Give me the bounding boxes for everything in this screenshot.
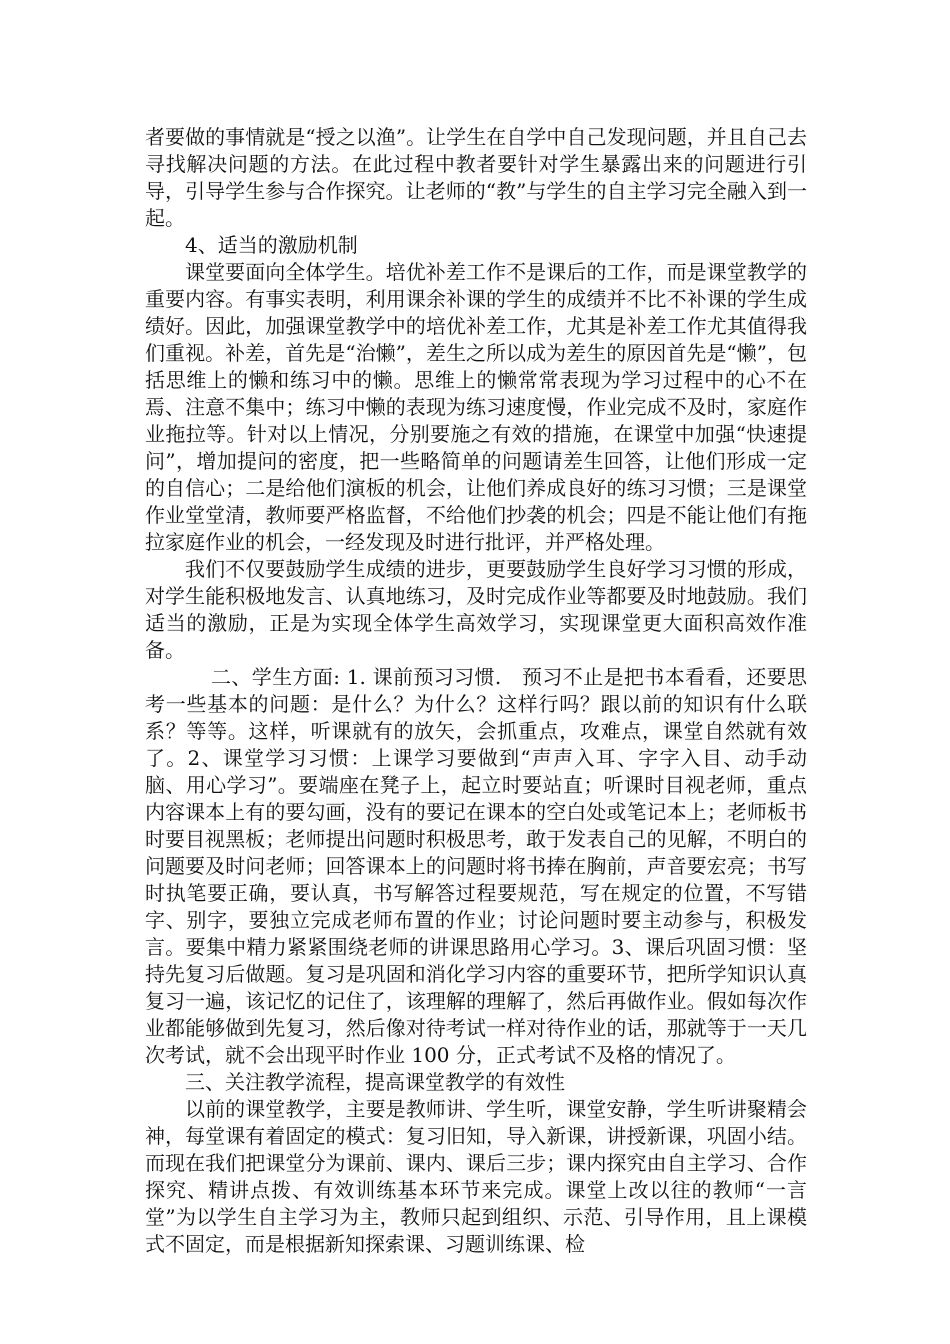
section-heading-incentive: 4、适当的激励机制 [185, 233, 358, 257]
paragraph-student-habits: 二、学生方面: 1. 课前预习习惯. 预习不止是把书本看看，还要思考一些基本的问题：是什么？为什么？这样行吗？跟以前的知识有什么联系？等等。这样，听课就有的放矢，会抓重点，攻难点，课堂自然就有效了。2、课堂学习习惯：上课学习要做到“声声入耳、字字入目、动手动脑、用心学习”。要端座在凳子上，起立时要站直；听课时目视老师，重点内容课本上有的要勾画，没有的要记在课本的空白处或笔记本上；老师板书时要目视黑板；老师提出问题时积极思考，敢于发表自己的见解，不明白的问题要及时问老师；回答课本上的问题时将书捧在胸前，声音要宏亮；书写时执笔要正确，要认真，书写解答过程要规范，写在规定的位置，不写错字、别字，要独立完成老师布置的作业；讨论问题时要主动参与，积极发言。要集中精力紧紧围绕老师的讲课思路用心学习。3、课后巩固习惯：坚持先复习后做题。复习是巩固和消化学习内容的重要环节，把所学知识认真复习一遍，该记忆的记住了，该理解的理解了，然后再做作业。假如每次作业都能够做到先复习，然后像对待考试一样对待作业的话，那就等于一天几次考试，就不会出现平时作业 100 分，正式考试不及格的情况了。 [145, 665, 807, 1067]
paragraph-encouragement: 我们不仅要鼓励学生成绩的进步，更要鼓励学生良好学习习惯的形成，对学生能积极地发言、认真地练习，及时完成作业等都要及时地鼓励。我们适当的激励，正是为实现全体学生高效学习，实现课堂更大面积高效作准备。 [145, 557, 807, 662]
paragraph-teaching-flow: 以前的课堂教学，主要是教师讲、学生听，课堂安静，学生听讲聚精会神，每堂课有着固定的模式：复习旧知，导入新课，讲授新课，巩固小结。而现在我们把课堂分为课前、课内、课后三步；课内探究由自主学习、合作探究、精讲点拨、有效训练基本环节来完成。课堂上改以往的教师“一言堂”为以学生自主学习为主，教师只起到组织、示范、引导作用，且上课模式不固定，而是根据新知探索课、习题训练课、检 [145, 1097, 807, 1256]
paragraph-incentive: 课堂要面向全体学生。培优补差工作不是课后的工作，而是课堂教学的重要内容。有事实表明，利用课余补课的学生的成绩并不比不补课的学生成绩好。因此，加强课堂教学中的培优补差工作，尤其是补差工作尤其值得我们重视。补差，首先是“治懒”，差生之所以成为差生的原因首先是“懒”，包括思维上的懒和练习中的懒。思维上的懒常常表现为学习过程中的心不在焉、注意不集中；练习中懒的表现为练习速度慢，作业完成不及时，家庭作业拖拉等。针对以上情况，分别要施之有效的措施，在课堂中加强“快速提问”，增加提问的密度，把一些略简单的问题请差生回答，让他们形成一定的自信心；二是给他们演板的机会，让他们养成良好的练习习惯；三是课堂作业堂堂清，教师要严格监督，不给他们抄袭的机会；四是不能让他们有拖拉家庭作业的机会，一经发现及时进行批评，并严格处理。 [145, 260, 807, 554]
document-body [145, 124, 807, 1258]
paragraph-continuation: 者要做的事情就是“授之以渔”。让学生在自学中自己发现问题，并且自己去寻找解决问题的方法。在此过程中教者要针对学生暴露出来的问题进行引导，引导学生参与合作探究。让老师的“教”与学生的自主学习完全融入到一起。 [145, 125, 807, 230]
section-heading-teaching-flow: 三、关注教学流程，提高课堂教学的有效性 [185, 1070, 565, 1094]
